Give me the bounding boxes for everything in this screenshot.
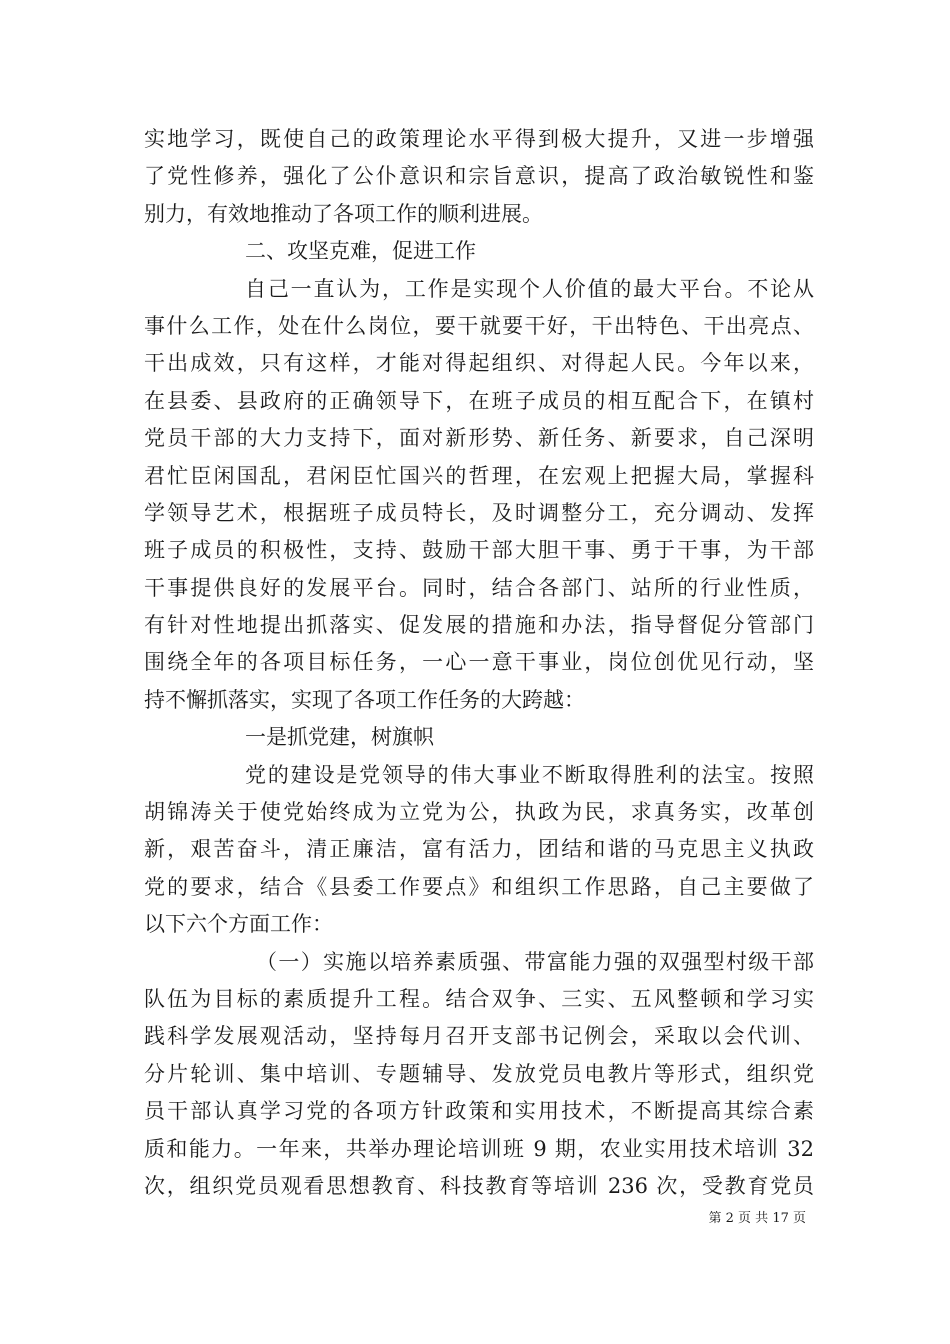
text-line: 一是抓党建，树旗帜 <box>245 725 434 750</box>
text-line: 党的建设是党领导的伟大事业不断取得胜利的法宝。按照 <box>245 762 814 787</box>
text-line: 君忙臣闲国乱，君闲臣忙国兴的哲理，在宏观上把握大局，掌握科 <box>144 463 814 488</box>
text-line: 胡锦涛关于使党始终成为立党为公，执政为民，求真务实，改革创 <box>144 800 814 825</box>
text-line: 新，艰苦奋斗，清正廉洁，富有活力，团结和谐的马克思主义执政 <box>144 837 814 862</box>
text-line: 在县委、县政府的正确领导下，在班子成员的相互配合下，在镇村 <box>144 388 814 413</box>
text-line: 干事提供良好的发展平台。同时，结合各部门、站所的行业性质， <box>144 575 814 600</box>
text-line: 干出成效，只有这样，才能对得起组织、对得起人民。今年以来， <box>144 351 814 376</box>
text-line: 以下六个方面工作： <box>144 912 333 937</box>
page-footer: 第 2 页 共 17 页 <box>708 1211 806 1226</box>
text-line: 有针对性地提出抓落实、促发展的措施和办法，指导督促分管部门 <box>144 613 814 638</box>
text-line: 队伍为目标的素质提升工程。结合双争、三实、五风整顿和学习实 <box>144 986 814 1011</box>
text-line: 围绕全年的各项目标任务，一心一意干事业，岗位创优见行动，坚 <box>144 650 814 675</box>
text-line: 二、攻坚克难，促进工作 <box>245 239 476 264</box>
text-line: 事什么工作，处在什么岗位，要干就要干好，干出特色、干出亮点、 <box>144 313 814 338</box>
text-line: 质和能力。一年来，共举办理论培训班 9 期，农业实用技术培训 32 <box>144 1136 814 1161</box>
text-line: 学领导艺术，根据班子成员特长，及时调整分工，充分调动、发挥 <box>144 500 814 525</box>
text-line: 持不懈抓落实，实现了各项工作任务的大跨越： <box>144 687 585 712</box>
text-line: 别力，有效地推动了各项工作的顺利进展。 <box>144 201 543 226</box>
text-line: 了党性修养，强化了公仆意识和宗旨意识，提高了政治敏锐性和鉴 <box>144 164 814 189</box>
text-line: 党的要求，结合《县委工作要点》和组织工作思路，自己主要做了 <box>144 874 814 899</box>
text-line: 实地学习，既使自己的政策理论水平得到极大提升，又进一步增强 <box>144 127 814 151</box>
body-text <box>144 121 814 1205</box>
text-line: 践科学发展观活动，坚持每月召开支部书记例会，采取以会代训、 <box>144 1024 814 1049</box>
text-line: 党员干部的大力支持下，面对新形势、新任务、新要求，自己深明 <box>144 426 814 451</box>
text-line: 次，组织党员观看思想教育、科技教育等培训 236 次，受教育党员 <box>144 1173 814 1198</box>
text-line: 自己一直认为，工作是实现个人价值的最大平台。不论从 <box>245 276 814 301</box>
text-line: 班子成员的积极性，支持、鼓励干部大胆干事、勇于干事，为干部 <box>144 538 814 563</box>
text-line: 员干部认真学习党的各项方针政策和实用技术，不断提高其综合素 <box>144 1099 814 1124</box>
text-line: 分片轮训、集中培训、专题辅导、发放党员电教片等形式，组织党 <box>144 1061 814 1086</box>
text-line: （一）实施以培养素质强、带富能力强的双强型村级干部 <box>256 949 814 974</box>
